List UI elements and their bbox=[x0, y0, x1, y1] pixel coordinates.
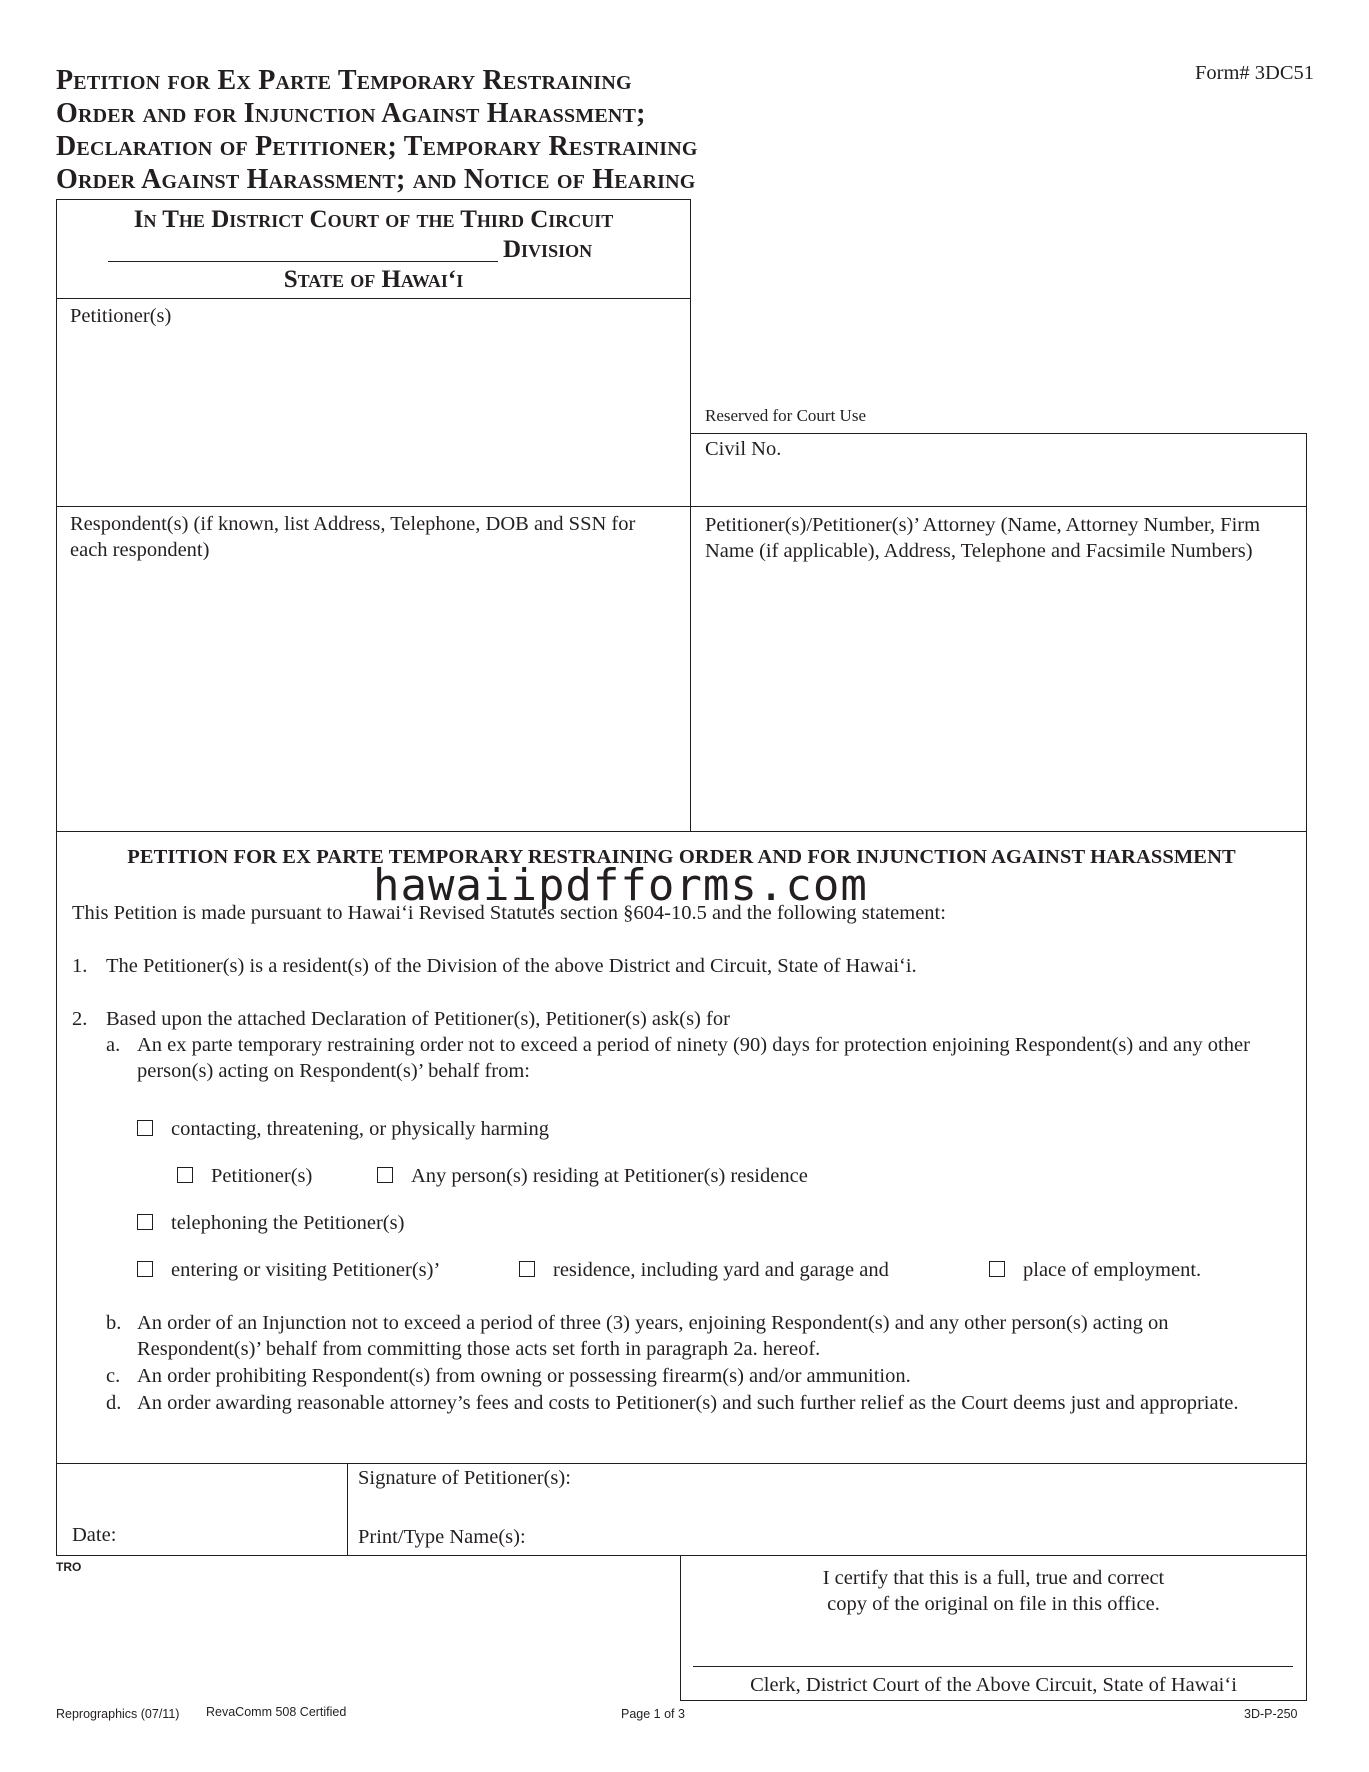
attorney-label: Petitioner(s)/Petitioner(s)’ Attorney (Name, Attorney Number, Firm Name (if applicable), Address, Telephone and Facsimile Numbers) bbox=[705, 514, 1261, 562]
residence-checkbox[interactable] bbox=[519, 1261, 535, 1277]
option-contacting bbox=[137, 1116, 549, 1142]
employment-label: place of employment. bbox=[1023, 1259, 1202, 1281]
option-entering bbox=[137, 1257, 440, 1283]
item-2a-letter: a. bbox=[106, 1034, 121, 1056]
option-employment bbox=[989, 1257, 1201, 1283]
item-1-number: 1. bbox=[72, 955, 88, 977]
print-name-field[interactable] bbox=[545, 1512, 1300, 1552]
contacting-label: contacting, threatening, or physically harming bbox=[171, 1118, 549, 1140]
date-label: Date: bbox=[72, 1524, 117, 1546]
item-2-text: Based upon the attached Declaration of Petitioner(s), Petitioner(s) ask(s) for bbox=[106, 1008, 730, 1030]
item-1-text: The Petitioner(s) is a resident(s) of the Division of the above District and Circuit, State of Hawai‘i. bbox=[106, 955, 917, 977]
option-any-person bbox=[377, 1163, 808, 1189]
petitioner-field[interactable] bbox=[58, 330, 688, 502]
petitioner-label: Petitioner(s) bbox=[70, 305, 172, 327]
civil-no-label: Civil No. bbox=[705, 438, 782, 460]
footer-reprographics: Reprographics (07/11) bbox=[56, 1707, 180, 1721]
division-field[interactable] bbox=[108, 236, 498, 264]
item-2b-text: An order of an Injunction not to exceed a period of three (3) years, enjoining Respondent(s) and any other person(s) acting on Respondent(s)’ behalf from committing those acts set forth in paragraph 2a. hereof. bbox=[137, 1312, 1169, 1360]
telephoning-checkbox[interactable] bbox=[137, 1214, 153, 1230]
print-name-label: Print/Type Name(s): bbox=[358, 1526, 526, 1548]
clerk-label: Clerk, District Court of the Above Circuit, State of Hawai‘i bbox=[750, 1674, 1237, 1696]
item-2b-letter: b. bbox=[106, 1312, 122, 1334]
option-petitioners bbox=[177, 1163, 312, 1189]
form-number: Form# 3DC51 bbox=[1195, 62, 1315, 84]
item-2c-text: An order prohibiting Respondent(s) from owning or possessing firearm(s) and/or ammunition. bbox=[137, 1365, 911, 1387]
reserved-label: Reserved for Court Use bbox=[705, 406, 866, 425]
petitioners-label: Petitioner(s) bbox=[211, 1165, 313, 1187]
entering-checkbox[interactable] bbox=[137, 1261, 153, 1277]
any-person-checkbox[interactable] bbox=[377, 1167, 393, 1183]
respondent-label: Respondent(s) (if known, list Address, Telephone, DOB and SSN for each respondent) bbox=[70, 513, 636, 561]
item-2-number: 2. bbox=[72, 1008, 88, 1030]
item-2c-letter: c. bbox=[106, 1365, 121, 1387]
telephoning-label: telephoning the Petitioner(s) bbox=[171, 1212, 405, 1234]
signature-field[interactable] bbox=[600, 1466, 1300, 1506]
signature-label: Signature of Petitioner(s): bbox=[358, 1467, 571, 1489]
option-telephoning bbox=[137, 1210, 404, 1236]
certify-line-2: copy of the original on file in this office. bbox=[827, 1593, 1160, 1615]
title-line-2: Order and for Injunction Against Harassment; bbox=[56, 98, 646, 129]
footer-form-code: 3D-P-250 bbox=[1244, 1707, 1298, 1721]
title-line-4: Order Against Harassment; and Notice of Hearing bbox=[56, 164, 696, 195]
date-field[interactable] bbox=[58, 1466, 345, 1554]
form-title bbox=[56, 64, 776, 196]
contacting-checkbox[interactable] bbox=[137, 1120, 153, 1136]
clerk-signature-line bbox=[693, 1666, 1293, 1667]
intro-text: This Petition is made pursuant to Hawai‘i Revised Statutes section §604-10.5 and the following statement: bbox=[72, 902, 946, 924]
state-label: State of Hawai‘i bbox=[283, 266, 464, 293]
footer-page-number: Page 1 of 3 bbox=[621, 1707, 685, 1721]
item-2d-letter: d. bbox=[106, 1392, 122, 1414]
attorney-field[interactable] bbox=[692, 594, 1304, 828]
petition-heading: PETITION FOR EX PARTE TEMPORARY RESTRAINING ORDER AND FOR INJUNCTION AGAINST HARASSMENT bbox=[127, 846, 1236, 868]
item-2d-text: An order awarding reasonable attorney’s fees and costs to Petitioner(s) and such further relief as the Court deems just and appropriate. bbox=[137, 1392, 1239, 1414]
footer-revacomm: RevaComm 508 Certified bbox=[206, 1705, 347, 1719]
option-residence bbox=[519, 1257, 889, 1283]
entering-label: entering or visiting Petitioner(s)’ bbox=[171, 1259, 441, 1281]
court-name: In The District Court of the Third Circuit bbox=[133, 206, 614, 233]
certify-line-1: I certify that this is a full, true and correct bbox=[822, 1567, 1165, 1589]
petitioners-checkbox[interactable] bbox=[177, 1167, 193, 1183]
item-2a-text: An ex parte temporary restraining order not to exceed a period of ninety (90) days for protection enjoining Respondent(s) and any other person(s) acting on Respondent(s)’ behalf from: bbox=[137, 1034, 1250, 1082]
watermark: hawaiipdfforms.com bbox=[373, 860, 868, 911]
title-line-3: Declaration of Petitioner; Temporary Restraining bbox=[56, 131, 698, 162]
certify-statement bbox=[681, 1565, 1306, 1617]
employment-checkbox[interactable] bbox=[989, 1261, 1005, 1277]
residence-label: residence, including yard and garage and bbox=[553, 1259, 889, 1281]
respondent-field[interactable] bbox=[58, 566, 688, 828]
tro-label: TRO bbox=[56, 1560, 82, 1574]
any-person-label: Any person(s) residing at Petitioner(s) residence bbox=[411, 1165, 808, 1187]
division-label: Division bbox=[503, 236, 593, 263]
title-line-1: Petition for Ex Parte Temporary Restraining bbox=[56, 65, 632, 96]
